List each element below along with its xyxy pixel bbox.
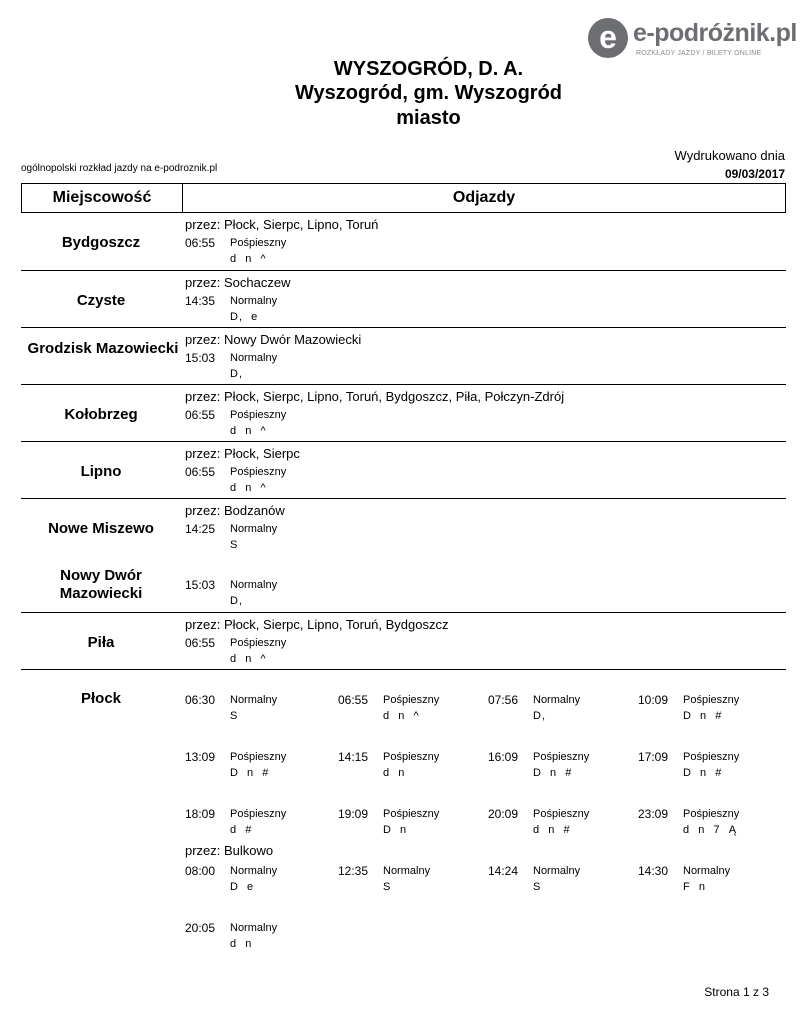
- city-name: Grodzisk Mazowiecki: [27, 340, 179, 357]
- departure-type: Normalny: [230, 523, 278, 535]
- departure-type: Normalny: [383, 865, 431, 877]
- departure-codes: D, e: [230, 311, 259, 323]
- departure-time: 08:00: [185, 864, 216, 878]
- departure-time: 06:55: [338, 693, 369, 707]
- via-route: przez: Płock, Sierpc, Lipno, Toruń: [185, 217, 379, 232]
- departure-time: 17:09: [638, 750, 669, 764]
- via-route: przez: Nowy Dwór Mazowiecki: [185, 332, 362, 347]
- source-note: ogólnopolski rozkład jazdy na e-podroznik.pl: [21, 163, 218, 174]
- table-row: [21, 213, 786, 270]
- departure: [185, 920, 335, 952]
- departure-codes: d n: [383, 767, 406, 779]
- departure-type: Normalny: [683, 865, 731, 877]
- departure: [185, 635, 335, 667]
- departure-type: Pośpieszny: [683, 808, 740, 820]
- printed-date: 09/03/2017: [724, 167, 785, 181]
- table-row: [21, 327, 786, 385]
- city-name: Piła: [87, 634, 115, 651]
- stop-type: miasto: [396, 107, 461, 129]
- table-row: [21, 441, 786, 499]
- departure-codes: D n #: [683, 767, 723, 779]
- departure-time: 14:15: [338, 750, 369, 764]
- departure: [185, 692, 335, 724]
- departure-time: 13:09: [185, 750, 216, 764]
- departure-time: 16:09: [488, 750, 519, 764]
- departure-codes: D n: [383, 824, 408, 836]
- departure-codes: D,: [230, 368, 243, 380]
- departure-type: Normalny: [533, 694, 581, 706]
- departure-time: 06:55: [185, 408, 216, 422]
- departure-type: Pośpieszny: [230, 237, 287, 249]
- departure-type: Normalny: [230, 865, 278, 877]
- logo-name: e-podróżnik.pl: [633, 19, 797, 47]
- departure-type: Pośpieszny: [230, 751, 287, 763]
- via-route: przez: Płock, Sierpc, Lipno, Toruń, Bydgoszcz, Piła, Połczyn-Zdrój: [185, 389, 565, 404]
- departure-time: 20:05: [185, 921, 216, 935]
- departure: [488, 806, 638, 838]
- table-row: [21, 555, 786, 612]
- departure-codes: S: [383, 881, 392, 893]
- departure-type: Pośpieszny: [230, 409, 287, 421]
- stop-location: Wyszogród, gm. Wyszogród: [294, 82, 563, 104]
- departure-time: 06:30: [185, 693, 216, 707]
- departure-type: Pośpieszny: [383, 694, 440, 706]
- departure-time: 14:30: [638, 864, 669, 878]
- table-row: [21, 270, 786, 328]
- stop-title: WYSZOGRÓD, D. A.: [333, 58, 524, 80]
- departure-codes: d n ^: [230, 253, 267, 265]
- departure: [338, 863, 488, 895]
- city-name: Płock: [80, 690, 122, 707]
- departure-codes: D,: [230, 595, 243, 607]
- departure-type: Normalny: [230, 352, 278, 364]
- departure: [185, 863, 335, 895]
- via-route: przez: Bodzanów: [185, 503, 285, 518]
- departure-codes: d n #: [533, 824, 571, 836]
- departure: [185, 577, 335, 609]
- logo-tagline: ROZKŁADY JAZDY / BILETY ONLINE: [636, 50, 762, 57]
- departure-time: 12:35: [338, 864, 369, 878]
- departure: [488, 863, 638, 895]
- departure-type: Normalny: [230, 579, 278, 591]
- departure-type: Pośpieszny: [383, 808, 440, 820]
- via-route: przez: Płock, Sierpc: [185, 446, 300, 461]
- city-name: Nowe Miszewo: [48, 520, 154, 537]
- e-podroznik-logo: [588, 18, 797, 62]
- departure: [185, 407, 335, 439]
- departure-time: 14:25: [185, 522, 216, 536]
- departure-time: 15:03: [185, 351, 216, 365]
- departure-codes: D n #: [683, 710, 723, 722]
- departure: [488, 749, 638, 781]
- departure: [338, 692, 488, 724]
- departure: [638, 749, 788, 781]
- departure-codes: S: [230, 710, 239, 722]
- departure-codes: D,: [533, 710, 546, 722]
- departure-type: Pośpieszny: [383, 751, 440, 763]
- departure-type: Normalny: [230, 295, 278, 307]
- departure-type: Pośpieszny: [533, 808, 590, 820]
- departure-time: 06:55: [185, 236, 216, 250]
- via-route: przez: Sochaczew: [185, 275, 291, 290]
- departure-time: 18:09: [185, 807, 216, 821]
- via-route: przez: Płock, Sierpc, Lipno, Toruń, Bydgoszcz: [185, 617, 449, 632]
- departure-codes: d n ^: [230, 425, 267, 437]
- departure-time: 06:55: [185, 636, 216, 650]
- departure-codes: d n 7 Ą: [683, 824, 738, 836]
- departure-codes: S: [533, 881, 542, 893]
- city-name-line2: Mazowiecki: [59, 585, 143, 602]
- departure: [638, 806, 788, 838]
- departure-type: Pośpieszny: [683, 751, 740, 763]
- table-row: [21, 498, 786, 556]
- departure: [638, 692, 788, 724]
- departure-codes: d n ^: [230, 482, 267, 494]
- departure: [488, 692, 638, 724]
- departure: [185, 806, 335, 838]
- departure-codes: d n: [230, 938, 253, 950]
- departure-type: Pośpieszny: [230, 466, 287, 478]
- city-name: Bydgoszcz: [61, 234, 141, 251]
- city-name-line1: Nowy Dwór: [60, 567, 142, 584]
- departure: [185, 293, 335, 325]
- city-name: Lipno: [80, 463, 122, 480]
- printed-label: Wydrukowano dnia: [674, 148, 785, 163]
- departure-codes: D n #: [230, 767, 270, 779]
- departure-time: 20:09: [488, 807, 519, 821]
- table-header: [21, 183, 786, 213]
- city-name: Kołobrzeg: [64, 406, 138, 423]
- departure: [338, 749, 488, 781]
- departure: [185, 749, 335, 781]
- departure-type: Normalny: [533, 865, 581, 877]
- logo-mark-icon: e: [588, 18, 628, 58]
- departure-type: Normalny: [230, 694, 278, 706]
- departure-time: 14:35: [185, 294, 216, 308]
- departure-codes: D e: [230, 881, 255, 893]
- departure-time: 06:55: [185, 465, 216, 479]
- departure: [338, 806, 488, 838]
- table-row: [21, 669, 786, 970]
- departure: [185, 464, 335, 496]
- departure: [185, 350, 335, 382]
- header-departures: Odjazdy: [452, 189, 516, 206]
- departure-time: 07:56: [488, 693, 519, 707]
- departure-type: Pośpieszny: [683, 694, 740, 706]
- via-route: przez: Bulkowo: [185, 843, 274, 858]
- departure-type: Pośpieszny: [230, 637, 287, 649]
- departure-type: Pośpieszny: [230, 808, 287, 820]
- departure-time: 19:09: [338, 807, 369, 821]
- departure: [185, 521, 335, 553]
- departure-time: 14:24: [488, 864, 519, 878]
- header-city: Miejscowość: [52, 189, 152, 206]
- departure-codes: d n ^: [383, 710, 420, 722]
- table-row: [21, 612, 786, 670]
- departure-time: 15:03: [185, 578, 216, 592]
- table-row: [21, 384, 786, 442]
- departure: [185, 235, 335, 267]
- departure-time: 10:09: [638, 693, 669, 707]
- departure-codes: D n #: [533, 767, 573, 779]
- departure-type: Pośpieszny: [533, 751, 590, 763]
- departure-time: 23:09: [638, 807, 669, 821]
- departure: [638, 863, 788, 895]
- departure-codes: d n ^: [230, 653, 267, 665]
- departure-codes: S: [230, 539, 239, 551]
- city-name: Czyste: [76, 292, 126, 309]
- page-number: Strona 1 z 3: [704, 985, 769, 999]
- departure-type: Normalny: [230, 922, 278, 934]
- departure-codes: F n: [683, 881, 706, 893]
- departure-codes: d #: [230, 824, 253, 836]
